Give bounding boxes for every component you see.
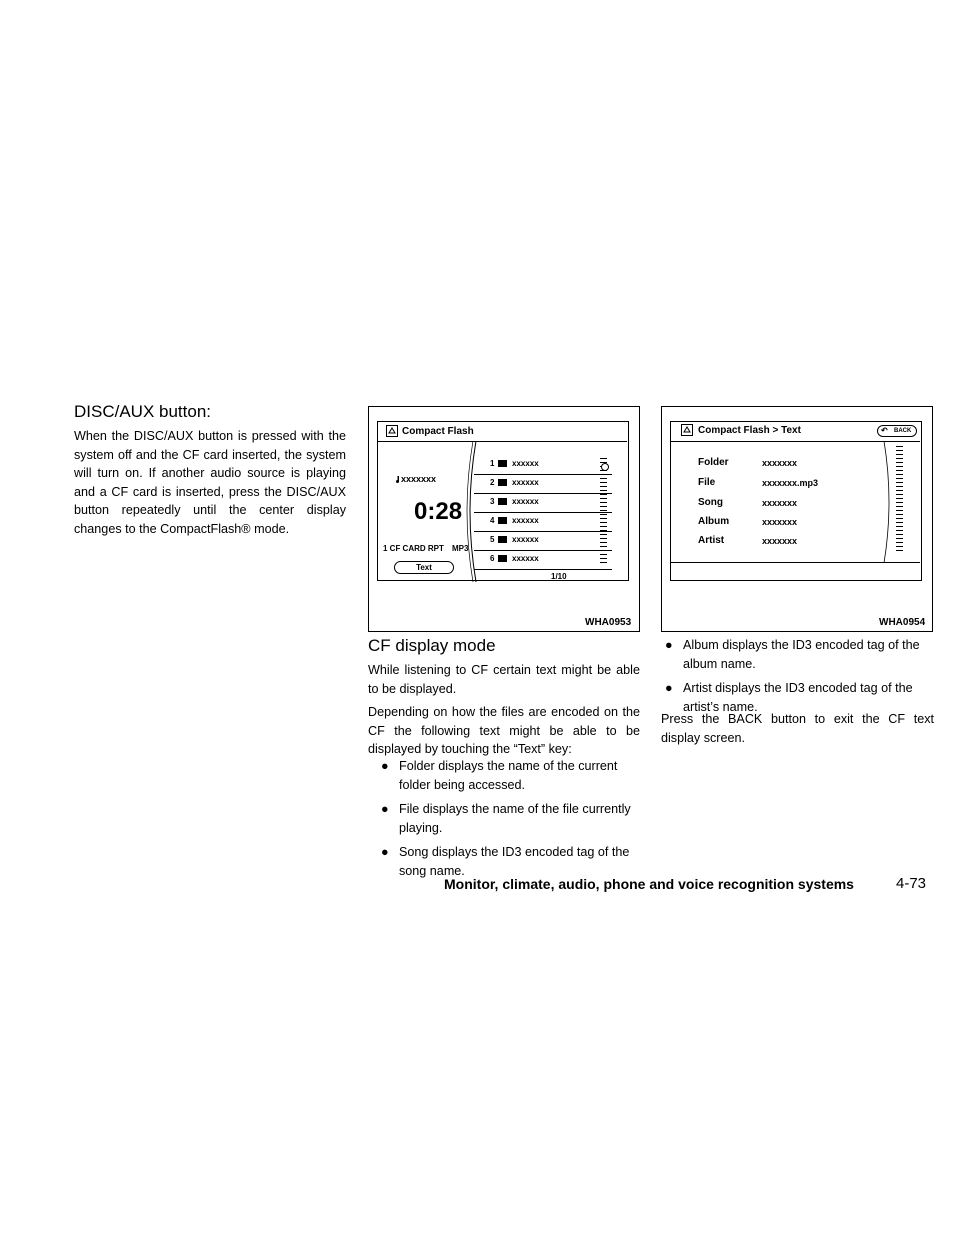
title-bar-divider [377,441,627,442]
bullet-list-left [377,757,640,881]
item-number: 4 [490,516,495,525]
field-value-album: xxxxxxx [762,517,798,527]
text-button[interactable] [394,561,454,574]
bullet-text: Song displays the ID3 encoded tag of the song name. [399,845,630,878]
list-item [661,636,934,673]
text-button-label: Text [416,563,432,572]
screen-title: Compact Flash [402,426,474,437]
item-name: xxxxxx [512,516,539,525]
format-label: MP3 [452,544,469,553]
scrollbar-track[interactable] [600,458,607,566]
heading-cf-display-mode: CF display mode [368,636,496,655]
item-number: 5 [490,535,495,544]
bullet-icon: ● [665,681,673,696]
bullet-icon: ● [665,638,673,652]
page-indicator: 1/10 [551,572,567,581]
heading-disc-aux: DISC/AUX button: [74,402,212,421]
item-number: 1 [490,459,495,468]
bullet-text: Folder displays the name of the current folder being accessed. [399,759,618,792]
bullet-text: Album displays the ID3 encoded tag of the album name. [683,638,920,671]
list-item[interactable] [474,493,612,513]
back-button[interactable] [877,425,917,437]
item-number: 6 [490,554,495,563]
list-item[interactable] [474,512,612,532]
item-name: xxxxxx [512,459,539,468]
music-note-icon [393,475,401,484]
field-value-folder: xxxxxxx [762,458,798,468]
list-item [377,800,640,837]
bullet-text: File displays the name of the file currently playing. [399,802,631,835]
page-number: 4-73 [896,875,927,892]
field-label-album: Album [698,516,730,527]
footer-section-title: Monitor, climate, audio, phone and voice recognition systems [444,876,854,892]
bullet-icon: ● [381,759,389,773]
field-value-artist: xxxxxxx [762,536,798,546]
bullet-icon: ● [381,802,389,817]
item-name: xxxxxx [512,478,539,487]
track-name: xxxxxxx [401,474,437,484]
cf-card-icon [386,425,398,437]
field-label-artist: Artist [698,535,725,546]
screen-title: Compact Flash > Text [698,425,801,436]
figure-caption: WHA0953 [585,617,632,628]
folder-icon [498,498,507,505]
field-label-file: File [698,477,716,488]
field-value-song: xxxxxxx [762,498,798,508]
item-name: xxxxxx [512,554,539,563]
bullet-icon: ● [381,845,389,860]
folder-icon [498,517,507,524]
elapsed-time: 0:28 [414,498,463,525]
list-item [377,757,640,794]
scrollbar-track[interactable] [896,446,903,554]
item-number: 2 [490,478,495,487]
field-label-folder: Folder [698,457,729,468]
field-value-file: xxxxxxx.mp3 [762,478,819,488]
folder-icon [498,555,507,562]
folder-icon [498,536,507,543]
list-item [377,843,640,880]
paragraph-depending: Depending on how the files are encoded on the CF the following text might be able to be displayed by touching the “Text” key: [368,705,640,757]
paragraph-closing: Press the BACK button to exit the CF text display screen. [661,712,934,745]
list-item[interactable] [474,455,612,475]
cf-card-icon [681,424,693,436]
list-item[interactable] [474,550,612,570]
figure-caption: WHA0954 [879,617,926,628]
folder-icon [498,460,507,467]
bullet-text: Artist displays the ID3 encoded tag of the artist’s name. [683,681,913,714]
footer-divider [670,562,920,563]
list-item[interactable] [474,474,612,494]
field-label-song: Song [698,497,723,508]
item-name: xxxxxx [512,497,539,506]
back-button-label: BACK [894,428,912,434]
item-number: 3 [490,497,495,506]
item-name: xxxxxx [512,535,539,544]
disc-aux-paragraph: When the DISC/AUX button is pressed with the system off and the CF card inserted, the system will turn on. If another audio source is playing and a CF card is inserted, press the DISC/AUX button repeatedly until the center display changes to the CompactFlash® mode. [74,429,346,536]
list-item[interactable] [474,531,612,551]
paragraph-intro: While listening to CF certain text might be able to be displayed. [368,663,640,696]
folder-icon [498,479,507,486]
status-label: 1 CF CARD RPT [383,544,444,553]
scrollbar-thumb[interactable] [601,463,609,471]
back-arrow-icon: ↶ [881,426,888,435]
